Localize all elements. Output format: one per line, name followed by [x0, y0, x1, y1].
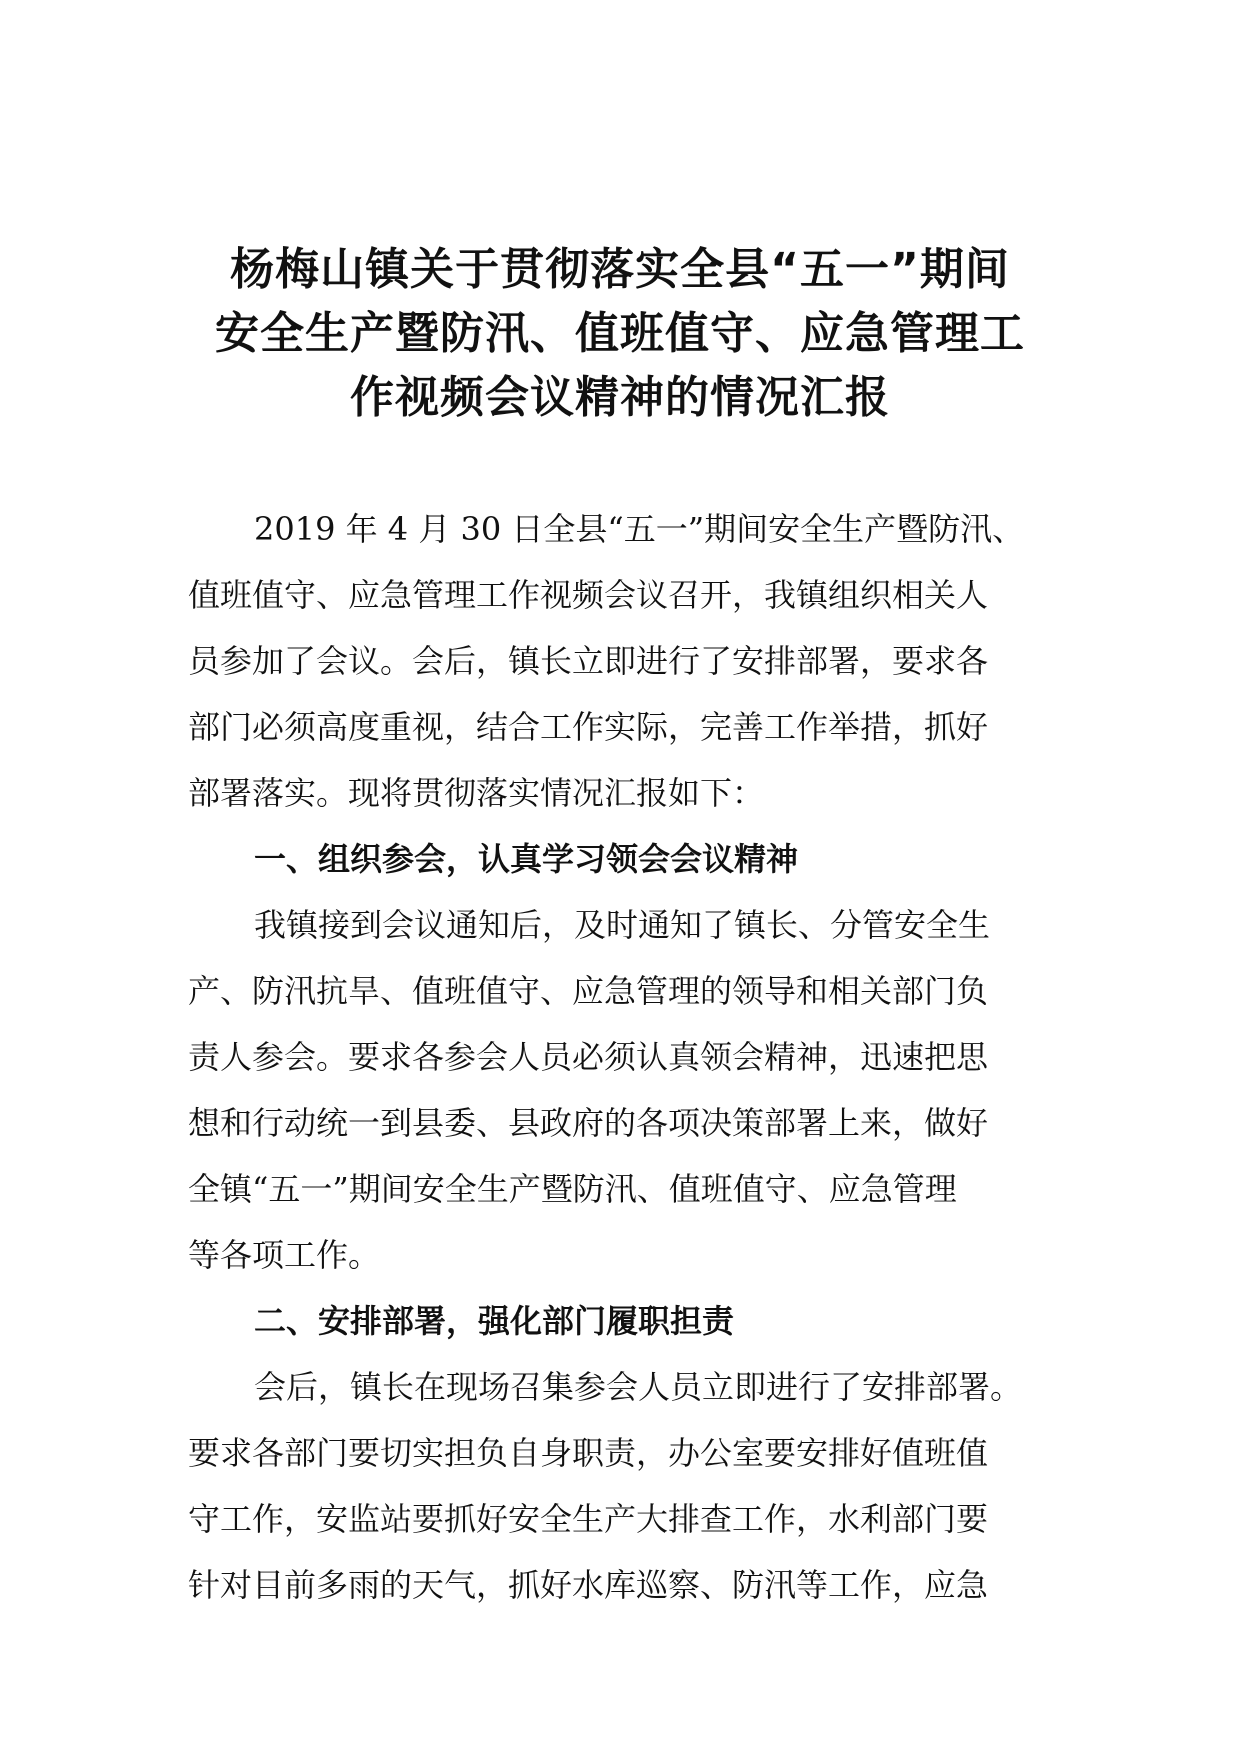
section-heading-1: 一、组织参会，认真学习领会会议精神 [254, 840, 799, 878]
body-line: 等各项工作。 [188, 1236, 381, 1274]
body-line: 产、防汛抗旱、值班值守、应急管理的领导和相关部门负 [188, 972, 989, 1010]
body-line: 员参加了会议。会后，镇长立即进行了安排部署，要求各 [188, 642, 989, 680]
body-line: 针对目前多雨的天气，抓好水库巡察、防汛等工作，应急 [188, 1566, 989, 1604]
document-title [180, 238, 1060, 430]
body-line: 全镇“五一”期间安全生产暨防汛、值班值守、应急管理 [188, 1170, 957, 1208]
title-line-3: 作视频会议精神的情况汇报 [350, 372, 890, 423]
body-line: 部署落实。现将贯彻落实情况汇报如下： [188, 774, 765, 812]
body-line: 会后，镇长在现场召集参会人员立即进行了安排部署。 [254, 1368, 1023, 1406]
title-line-1: 杨梅山镇关于贯彻落实全县“五一”期间 [230, 244, 1010, 295]
body-line: 2019 年 4 月 30 日全县“五一”期间安全生产暨防汛、 [254, 510, 1025, 548]
body-line: 部门必须高度重视，结合工作实际，完善工作举措，抓好 [188, 708, 989, 746]
body-line: 值班值守、应急管理工作视频会议召开，我镇组织相关人 [188, 576, 989, 614]
body-line: 想和行动统一到县委、县政府的各项决策部署上来，做好 [188, 1104, 989, 1142]
section-heading-2: 二、安排部署，强化部门履职担责 [254, 1302, 735, 1340]
title-line-2: 安全生产暨防汛、值班值守、应急管理工 [215, 308, 1025, 359]
body-line: 守工作，安监站要抓好安全生产大排查工作，水利部门要 [188, 1500, 989, 1538]
document-body [188, 496, 1056, 1618]
body-line: 责人参会。要求各参会人员必须认真领会精神，迅速把思 [188, 1038, 989, 1076]
body-line: 要求各部门要切实担负自身职责，办公室要安排好值班值 [188, 1434, 989, 1472]
body-line: 我镇接到会议通知后，及时通知了镇长、分管安全生 [254, 906, 991, 944]
